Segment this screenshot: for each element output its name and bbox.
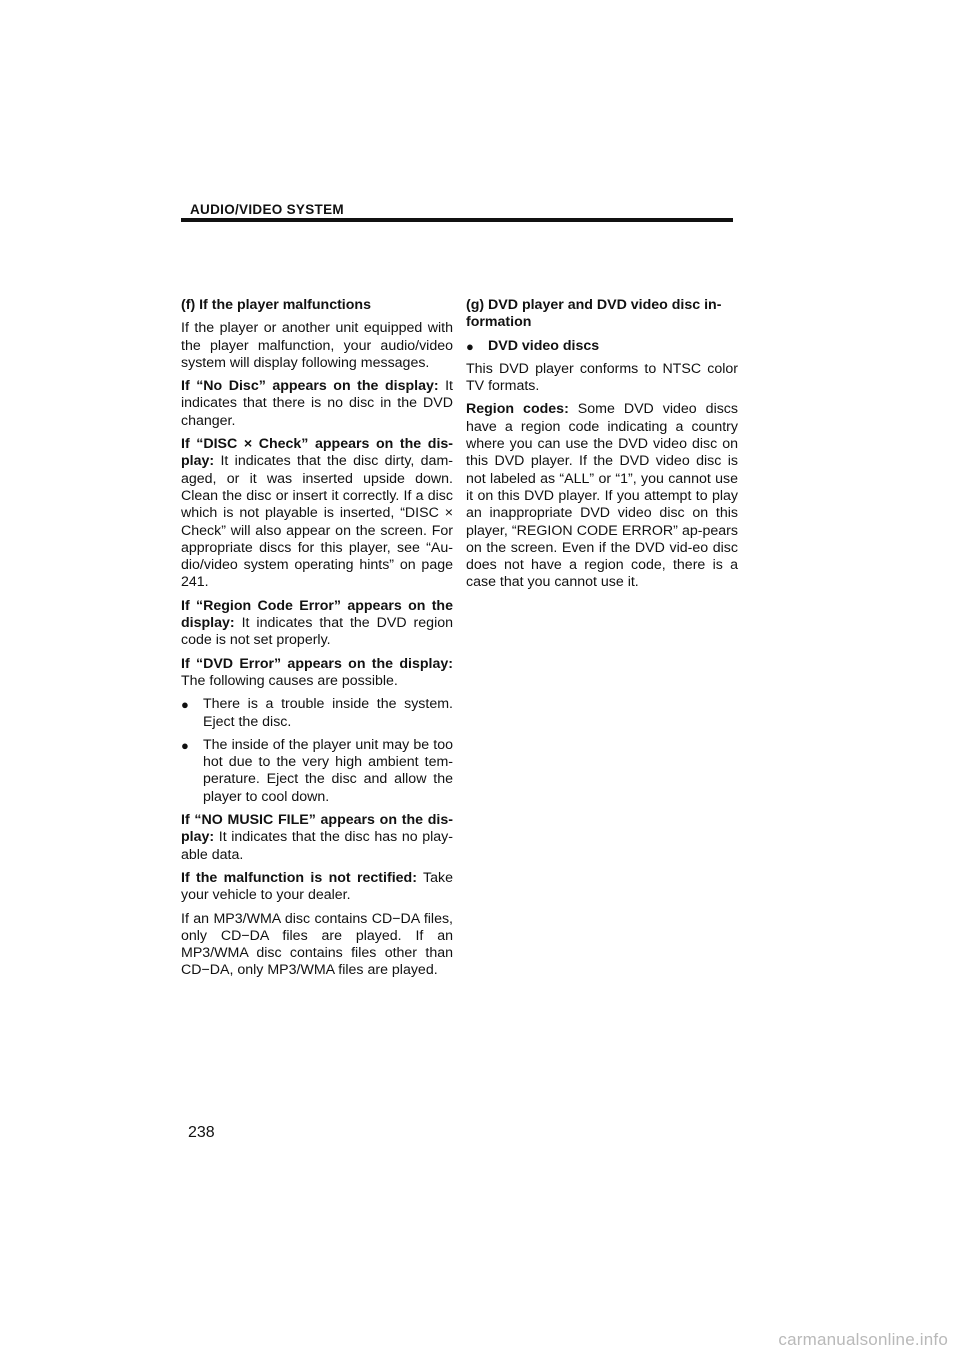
region-codes-text: Some DVD video discs have a region code indicating a country where you can use the DVD video disc on this DVD player. If the DVD video disc is not labeled as “ALL” or “1”, you cannot use it on this DVD player. If you attempt to play an inappropriate DVD video disc on this player, “REGION CODE ERROR” ap-pears on the screen. Even if the DVD vid-eo disc does not have a region code, there is a case that you cannot use it.: [466, 401, 738, 591]
malfunction-intro: If the player or another unit equipped with the player malfunction, your audio/video system will display following messages.: [181, 320, 453, 371]
disc-check-text: It indicates that the disc dirty, dam-aged, or it was inserted upside down. Clean the disc or insert it correctly. If a disc which is not playable is inserted, “DISC × Check” will also appear on the screen. For appropriate discs for this player, see “Au-dio/video system operating hints” on page 241.: [181, 453, 453, 591]
disc-check-label: If “DISC × Check” appears on the dis-play:: [181, 436, 453, 470]
malfunction-heading: (f) If the player malfunctions: [181, 297, 371, 313]
header-rule: [181, 218, 733, 222]
no-disc-text: It indicates that there is no disc in the DVD changer.: [181, 378, 453, 429]
not-rectified-text: Take your vehicle to your dealer.: [181, 869, 454, 904]
disc-check-paragraph: [181, 436, 453, 592]
dvd-video-discs-label: DVD video discs: [488, 337, 600, 354]
not-rectified-paragraph: [181, 870, 453, 905]
section-header-title: AUDIO/VIDEO SYSTEM: [190, 202, 344, 217]
no-disc-paragraph: [181, 378, 453, 430]
dvd-error-paragraph: [181, 656, 453, 691]
bullet-text: There is a trouble inside the system. Eject the disc.: [203, 696, 453, 730]
region-codes-label: Region codes:: [466, 401, 569, 418]
bullet-icon: ●: [181, 697, 189, 713]
list-item: [181, 696, 453, 731]
bullet-text: The inside of the player unit may be too hot due to the very high ambient tem-perature. Eject the disc and allow the player to cool down.: [203, 736, 453, 805]
dvd-error-label: If “DVD Error” appears on the display:: [181, 655, 453, 672]
bullet-icon: ●: [466, 338, 474, 354]
dvd-info-heading: (g) DVD player and DVD video disc in-formation: [466, 297, 722, 331]
no-music-text: It indicates that the disc has no play-able data.: [181, 829, 453, 863]
region-error-label: If “Region Code Error” appears on the display:: [181, 597, 453, 632]
no-music-paragraph: [181, 812, 453, 864]
dvd-video-discs-bullet: [466, 338, 738, 355]
region-error-paragraph: [181, 598, 453, 650]
ntsc-paragraph: This DVD player conforms to NTSC color TV formats.: [466, 360, 738, 395]
mp3-paragraph: If an MP3/WMA disc contains CD−DA files, only CD−DA files are played. If an MP3/WMA disc contains files other than CD−DA, only MP3/WMA files are played.: [181, 910, 453, 979]
watermark: carmanualsonline.info: [778, 1330, 948, 1349]
left-column: [181, 297, 453, 986]
page-number: 238: [188, 1124, 215, 1141]
no-disc-label: If “No Disc” appears on the display:: [181, 378, 439, 395]
region-error-text: It indicates that the DVD region code is not set properly.: [181, 615, 453, 649]
dvd-error-text: The following causes are possible.: [181, 672, 398, 689]
region-codes-paragraph: [466, 401, 738, 591]
right-column: [466, 297, 738, 598]
no-music-label: If “NO MUSIC FILE” appears on the dis-play:: [181, 812, 453, 846]
list-item: [181, 737, 453, 806]
not-rectified-label: If the malfunction is not rectified:: [181, 869, 417, 886]
bullet-icon: ●: [181, 737, 189, 753]
